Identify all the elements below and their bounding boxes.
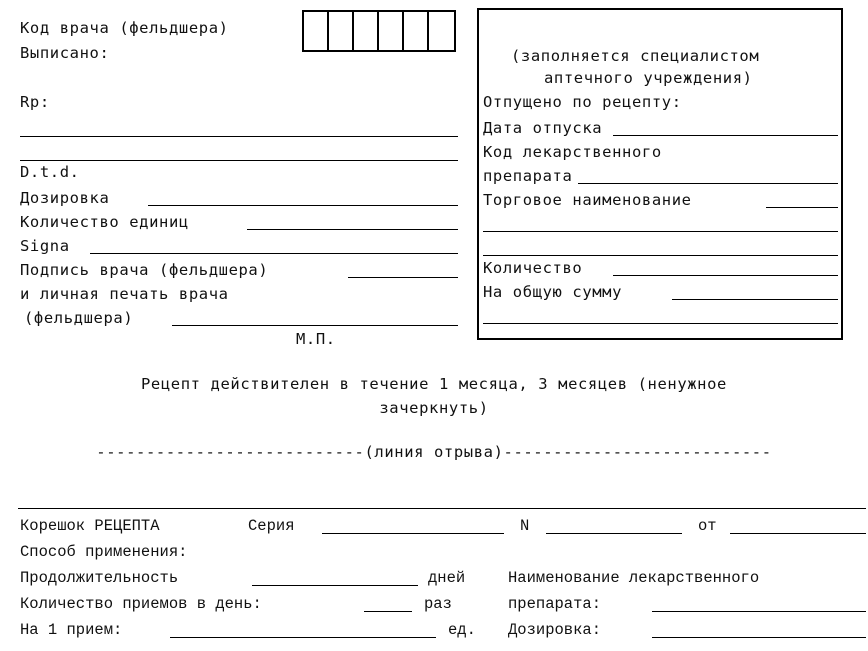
total-sum-label: На общую сумму (483, 283, 623, 301)
rp-write-line-1[interactable] (20, 136, 458, 137)
pharmacy-quantity-label: Количество (483, 259, 583, 277)
stub-per-intake-input-line[interactable] (170, 637, 436, 638)
doctor-code-cell-1[interactable] (304, 12, 329, 50)
rp-label: Rp: (20, 93, 50, 111)
stub-dosage-input-line[interactable] (652, 637, 866, 638)
units-input-line[interactable] (247, 229, 458, 230)
signature-label: Подпись врача (фельдшера) (20, 261, 269, 279)
dtd-label: D.t.d. (20, 163, 80, 181)
doctor-code-cell-2[interactable] (329, 12, 354, 50)
pharmacy-note-line1: (заполняется специалистом (511, 47, 760, 65)
pharmacy-blank-line-1[interactable] (483, 231, 838, 232)
stub-drug-name-label-line2: препарата: (508, 595, 602, 613)
doctor-code-label: Код врача (фельдшера) (20, 19, 229, 37)
stub-from-label: от (698, 517, 717, 535)
doctor-code-boxes[interactable] (302, 10, 456, 52)
stub-duration-input-line[interactable] (252, 585, 418, 586)
tear-line-dashes-left: --------------------------- (96, 443, 365, 461)
stub-number-input-line[interactable] (546, 533, 682, 534)
dispensed-label: Отпущено по рецепту: (483, 93, 682, 111)
issued-label: Выписано: (20, 44, 110, 62)
validity-notice-line1: Рецепт действителен в течение 1 месяца, 3 месяцев (ненужное (141, 375, 727, 393)
doctor-code-cell-5[interactable] (404, 12, 429, 50)
stub-intakes-label: Количество приемов в день: (20, 595, 262, 613)
stub-usage-label: Способ применения: (20, 543, 188, 561)
pharmacy-blank-line-3[interactable] (483, 323, 838, 324)
mp-label: М.П. (296, 330, 336, 348)
stub-dosage-label: Дозировка: (508, 621, 602, 639)
total-sum-input-line[interactable] (672, 299, 838, 300)
seal-input-line[interactable] (172, 325, 458, 326)
trade-name-input-line[interactable] (766, 207, 838, 208)
stub-title: Корешок РЕЦЕПТА (20, 517, 160, 535)
stub-per-intake-label: На 1 прием: (20, 621, 123, 639)
seal-label-line1: и личная печать врача (20, 285, 229, 303)
tear-line-dashes-right: --------------------------- (503, 443, 772, 461)
rp-write-line-2[interactable] (20, 160, 458, 161)
tear-line (0, 443, 868, 461)
stub-from-input-line[interactable] (730, 533, 866, 534)
stub-drug-name-input-line[interactable] (652, 611, 866, 612)
units-label: Количество единиц (20, 213, 189, 231)
signa-label: Signa (20, 237, 70, 255)
drug-code-input-line[interactable] (578, 183, 838, 184)
trade-name-label: Торговое наименование (483, 191, 692, 209)
stub-per-intake-unit: ед. (448, 621, 476, 639)
signa-input-line[interactable] (90, 253, 458, 254)
stub-drug-name-label-line1: Наименование лекарственного (508, 569, 760, 587)
stub-intakes-input-line[interactable] (364, 611, 412, 612)
stub-top-border (18, 508, 866, 509)
validity-notice-line2: зачеркнуть) (379, 399, 489, 417)
dosage-input-line[interactable] (148, 205, 458, 206)
dosage-label: Дозировка (20, 189, 110, 207)
drug-code-label-line1: Код лекарственного (483, 143, 662, 161)
doctor-code-cell-4[interactable] (379, 12, 404, 50)
signature-input-line[interactable] (348, 277, 458, 278)
stub-intakes-unit: раз (424, 595, 452, 613)
doctor-code-cell-6[interactable] (429, 12, 454, 50)
stub-duration-label: Продолжительность (20, 569, 179, 587)
dispense-date-label: Дата отпуска (483, 119, 603, 137)
seal-label-line2: (фельдшера) (24, 309, 134, 327)
pharmacy-note-line2: аптечного учреждения) (544, 69, 753, 87)
pharmacy-quantity-input-line[interactable] (613, 275, 838, 276)
stub-number-label: N (520, 517, 530, 535)
dispense-date-input-line[interactable] (613, 135, 838, 136)
tear-line-label: (линия отрыва) (364, 443, 504, 461)
stub-duration-unit: дней (428, 569, 466, 587)
stub-series-label: Серия (248, 517, 295, 535)
pharmacy-blank-line-2[interactable] (483, 255, 838, 256)
doctor-code-cell-3[interactable] (354, 12, 379, 50)
drug-code-label-line2: препарата (483, 167, 573, 185)
stub-series-input-line[interactable] (322, 533, 504, 534)
